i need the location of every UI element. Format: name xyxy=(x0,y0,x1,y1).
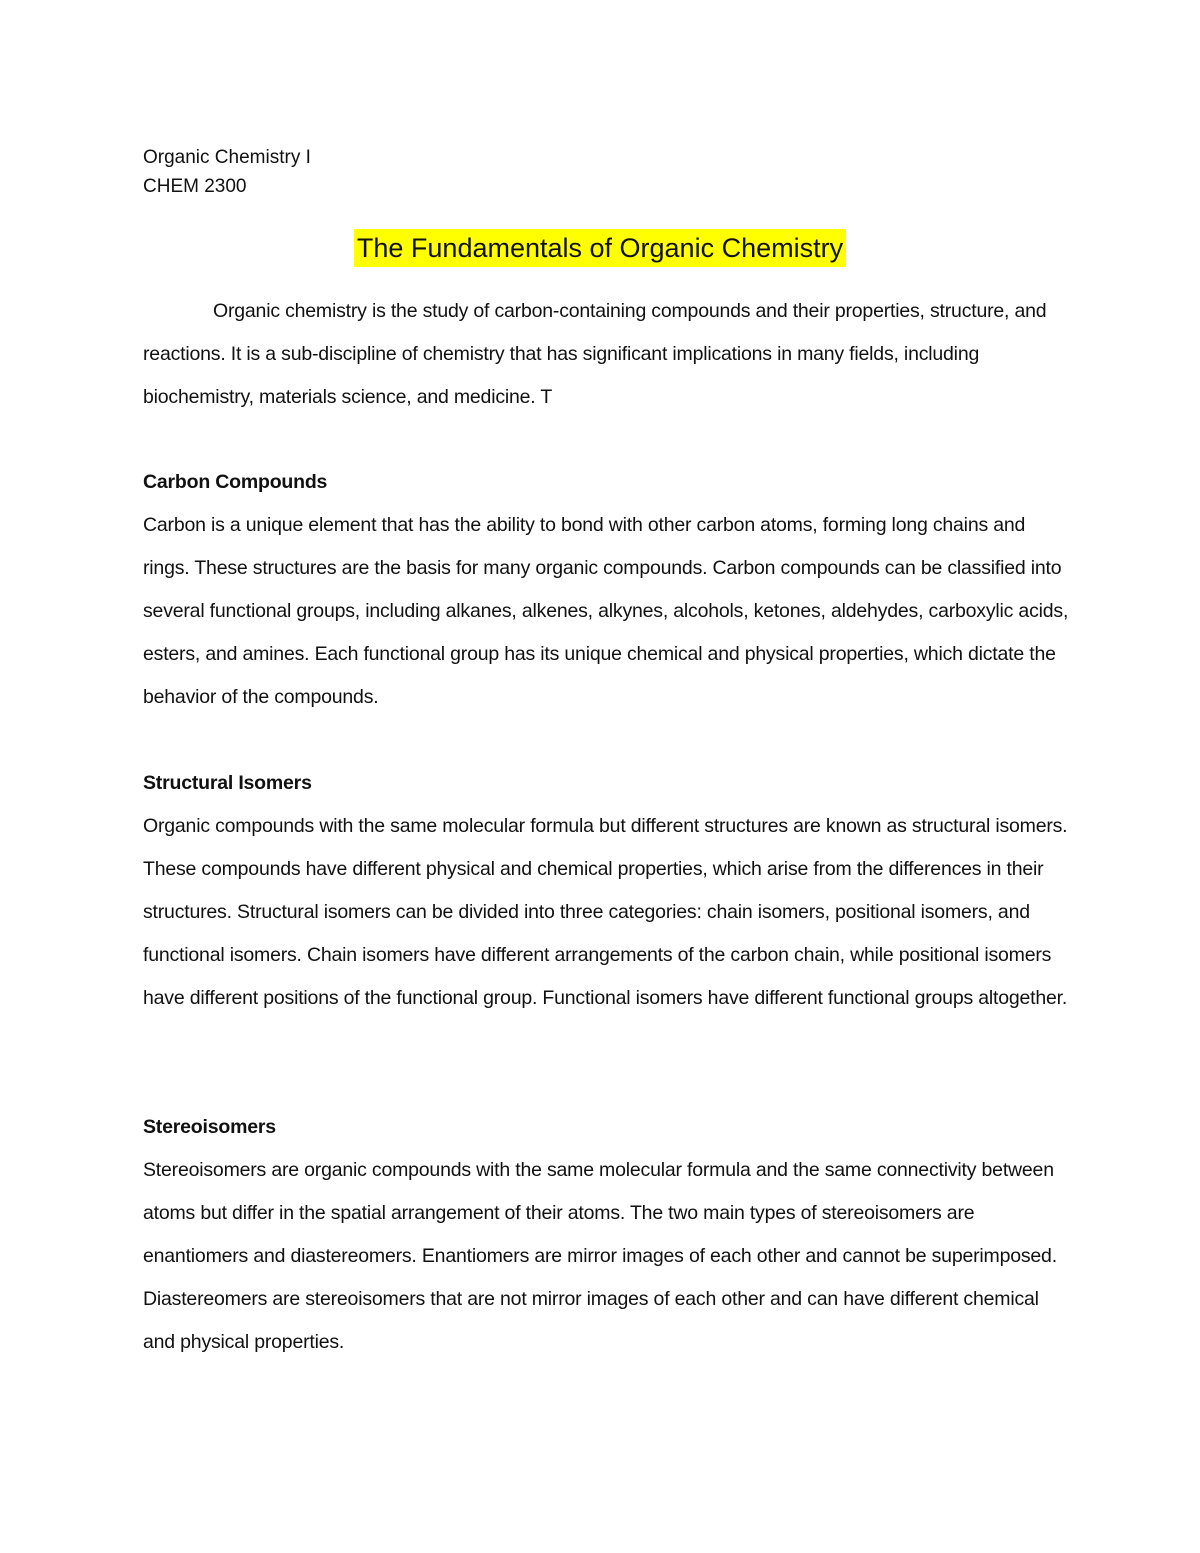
course-header xyxy=(143,143,311,201)
course-name: Organic Chemistry I xyxy=(143,147,311,168)
course-code: CHEM 2300 xyxy=(143,176,247,197)
section-carbon-compounds xyxy=(143,461,1073,719)
title-container xyxy=(0,229,1200,267)
section-stereoisomers xyxy=(143,1106,1073,1364)
intro-paragraph: Organic chemistry is the study of carbon-containing compounds and their properties, structure, and reactions. It is a sub-discipline of chemistry that has significant implications in many fields, including biochemistry, materials science, and medicine. T xyxy=(143,300,1047,408)
intro-section xyxy=(143,290,1073,419)
section-paragraph: Organic compounds with the same molecular formula but different structures are known as structural isomers. These compounds have different physical and chemical properties, which arise from the differences in their structures. Structural isomers can be divided into three categories: chain isomers, positional isomers, and functional isomers. Chain isomers have different arrangements of the carbon chain, while positional isomers have different positions of the functional group. Functional isomers have different functional groups altogether. xyxy=(143,815,1068,1009)
document-title: The Fundamentals of Organic Chemistry xyxy=(354,229,846,267)
section-heading: Structural Isomers xyxy=(143,772,312,794)
section-paragraph: Stereoisomers are organic compounds with the same molecular formula and the same connectivity between atoms but differ in the spatial arrangement of their atoms. The two main types of stereoisomers are enantiomers and diastereomers. Enantiomers are mirror images of each other and cannot be superimposed. Diastereomers are stereoisomers that are not mirror images of each other and can have different chemical and physical properties. xyxy=(143,1159,1057,1353)
section-structural-isomers xyxy=(143,762,1073,1020)
section-paragraph: Carbon is a unique element that has the ability to bond with other carbon atoms, forming long chains and rings. These structures are the basis for many organic compounds. Carbon compounds can be classified into several functional groups, including alkanes, alkenes, alkynes, alcohols, ketones, aldehydes, carboxylic acids, esters, and amines. Each functional group has its unique chemical and physical properties, which dictate the behavior of the compounds. xyxy=(143,514,1069,708)
section-heading: Carbon Compounds xyxy=(143,471,328,493)
section-heading: Stereoisomers xyxy=(143,1116,276,1138)
